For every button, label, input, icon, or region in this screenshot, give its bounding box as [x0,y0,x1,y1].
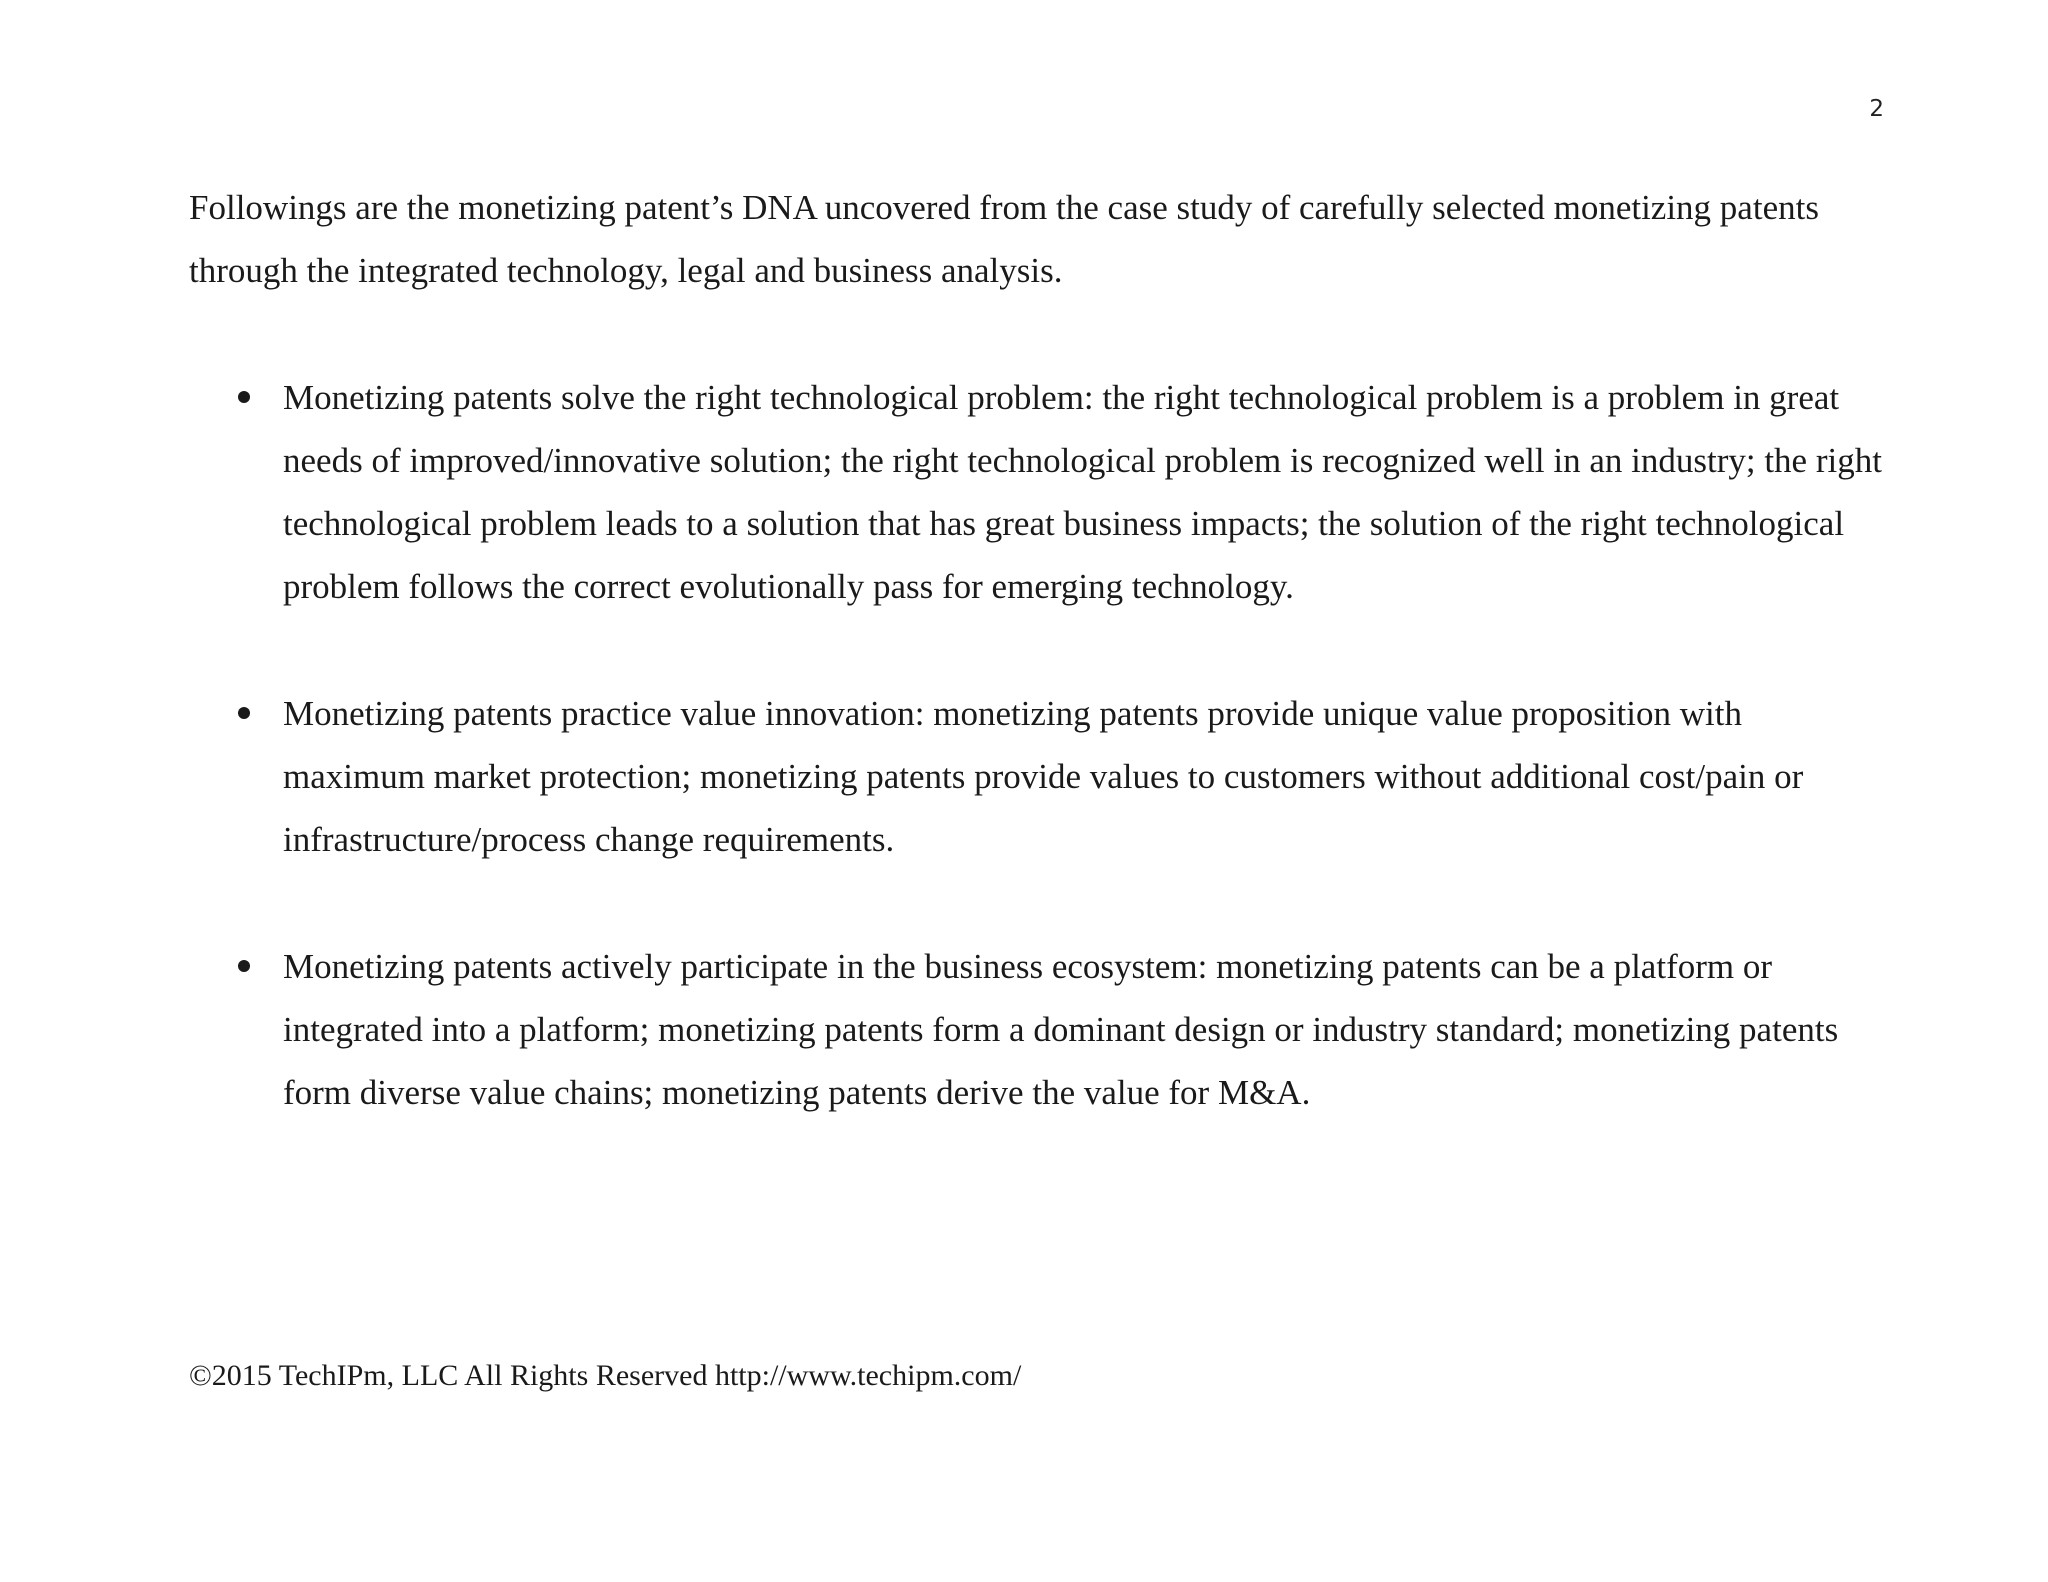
bullet-item-business-ecosystem [189,935,1889,1124]
bullet-dot-icon [238,960,250,972]
bullet-text: Monetizing patents practice value innovation: monetizing patents provide unique value proposition with maximum market protection; monetizing patents provide values to customers without additional cost/pain or infrastructure/process change requirements. [283,694,1804,859]
bullet-list [189,366,1889,1188]
bullet-dot-icon [238,391,250,403]
bullet-dot-icon [238,707,250,719]
bullet-item-technological-problem [189,366,1889,618]
footer-copyright: ©2015 TechIPm, LLC All Rights Reserved http://www.techipm.com/ [189,1359,1022,1392]
intro-paragraph: Followings are the monetizing patent’s DNA uncovered from the case study of carefully selected monetizing patents through the integrated technology, legal and business analysis. [189,188,1819,290]
bullet-text: Monetizing patents actively participate in the business ecosystem: monetizing patents can be a platform or integrated into a platform; monetizing patents form a dominant design or industry standard; monetizing patents form diverse value chains; monetizing patents derive the value for M&A. [283,947,1839,1112]
bullet-item-value-innovation [189,682,1889,871]
bullet-text: Monetizing patents solve the right technological problem: the right technological problem is a problem in great needs of improved/innovative solution; the right technological problem is recognized well in an industry; the right technological problem leads to a solution that has great business impacts; the solution of the right technological problem follows the correct evolutionally pass for emerging technology. [283,378,1882,606]
page-number: 2 [1869,96,1884,122]
